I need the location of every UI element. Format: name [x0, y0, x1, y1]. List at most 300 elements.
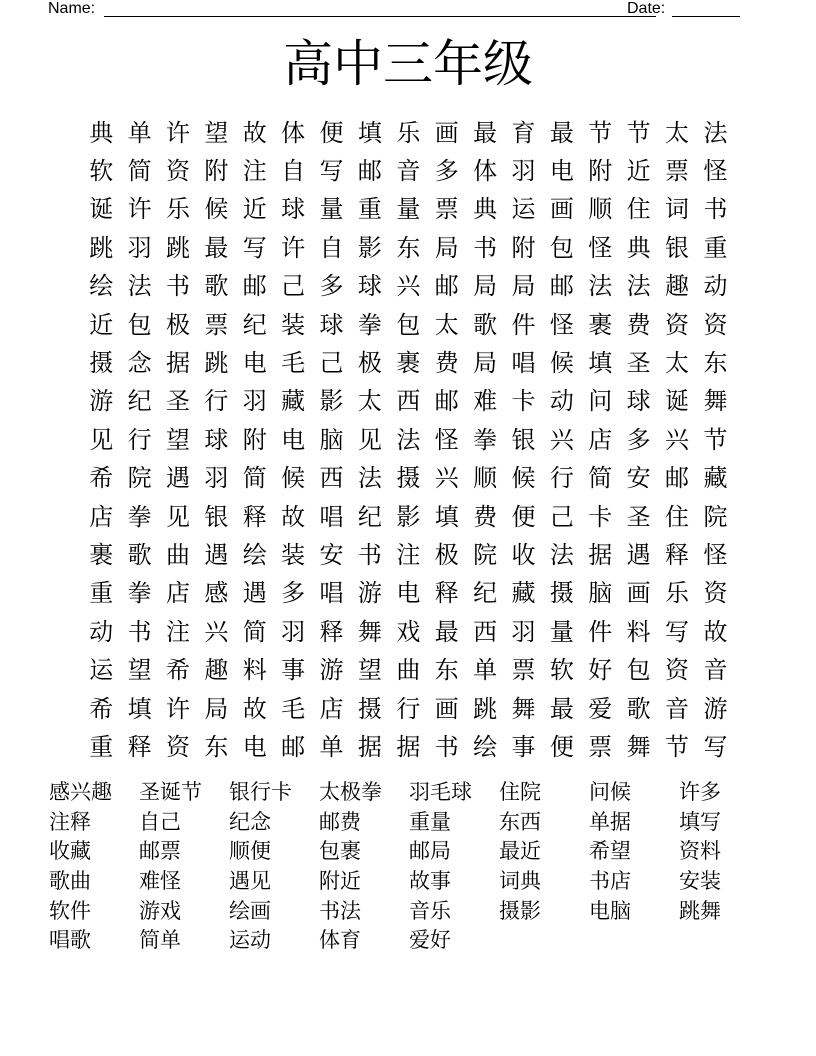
grid-cell: 据 — [396, 732, 421, 761]
grid-cell: 念 — [127, 349, 152, 378]
name-field-line — [104, 16, 656, 17]
grid-cell: 候 — [204, 195, 229, 224]
grid-cell: 法 — [396, 425, 421, 454]
grid-cell: 跳 — [204, 349, 229, 378]
grid-cell: 包 — [626, 656, 651, 685]
grid-cell: 极 — [434, 540, 459, 569]
grid-cell: 诞 — [665, 387, 690, 416]
grid-cell: 西 — [319, 464, 344, 493]
grid-cell: 希 — [89, 464, 114, 493]
grid-cell: 西 — [473, 617, 498, 646]
grid-cell: 重 — [703, 233, 728, 262]
grid-cell: 己 — [281, 272, 306, 301]
grid-cell: 绘 — [89, 272, 114, 301]
grid-cell: 料 — [242, 656, 267, 685]
grid-cell: 圣 — [165, 387, 190, 416]
word-item: 难怪 — [139, 869, 181, 894]
grid-cell: 故 — [242, 118, 267, 147]
grid-cell: 包 — [549, 233, 574, 262]
grid-cell: 极 — [357, 349, 382, 378]
grid-cell: 故 — [242, 694, 267, 723]
grid-cell: 拳 — [127, 579, 152, 608]
word-item: 爱好 — [409, 928, 451, 953]
grid-cell: 邮 — [434, 272, 459, 301]
worksheet-header — [48, 0, 740, 20]
grid-cell: 多 — [626, 425, 651, 454]
grid-cell: 歌 — [127, 540, 152, 569]
grid-cell: 住 — [665, 502, 690, 531]
grid-cell: 东 — [434, 656, 459, 685]
grid-cell: 摄 — [357, 694, 382, 723]
grid-cell: 法 — [127, 272, 152, 301]
grid-cell: 藏 — [281, 387, 306, 416]
word-item: 书法 — [319, 898, 361, 923]
date-field-line — [672, 16, 740, 17]
word-item: 羽毛球 — [409, 780, 472, 804]
grid-cell: 住 — [626, 195, 651, 224]
word-item: 唱歌 — [49, 928, 91, 953]
grid-cell: 量 — [396, 195, 421, 224]
grid-cell: 藏 — [511, 579, 536, 608]
grid-cell: 西 — [396, 387, 421, 416]
grid-cell: 书 — [703, 195, 728, 224]
grid-cell: 游 — [703, 694, 728, 723]
grid-cell: 难 — [473, 387, 498, 416]
date-label: Date: — [627, 0, 666, 17]
grid-cell: 画 — [549, 195, 574, 224]
word-item: 附近 — [319, 869, 361, 894]
grid-cell: 舞 — [703, 387, 728, 416]
word-item: 歌曲 — [49, 869, 91, 894]
grid-cell: 多 — [319, 272, 344, 301]
grid-cell: 书 — [127, 617, 152, 646]
grid-cell: 电 — [549, 157, 574, 186]
grid-cell: 词 — [665, 195, 690, 224]
grid-cell: 体 — [473, 157, 498, 186]
name-label: Name: — [48, 0, 96, 17]
grid-cell: 票 — [665, 157, 690, 186]
word-list — [49, 778, 769, 956]
grid-cell: 纪 — [473, 579, 498, 608]
grid-cell: 跳 — [165, 233, 190, 262]
grid-cell: 书 — [165, 272, 190, 301]
grid-cell: 望 — [127, 656, 152, 685]
grid-cell: 故 — [703, 617, 728, 646]
grid-cell: 书 — [434, 732, 459, 761]
grid-cell: 摄 — [396, 464, 421, 493]
grid-cell: 感 — [204, 579, 229, 608]
grid-cell: 店 — [89, 502, 114, 531]
grid-cell: 书 — [357, 540, 382, 569]
grid-cell: 见 — [165, 502, 190, 531]
word-item: 安装 — [679, 869, 721, 894]
grid-cell: 东 — [703, 349, 728, 378]
word-item: 软件 — [49, 898, 91, 923]
grid-cell: 费 — [434, 349, 459, 378]
grid-cell: 院 — [127, 464, 152, 493]
grid-cell: 事 — [281, 656, 306, 685]
grid-cell: 圣 — [626, 349, 651, 378]
word-item: 故事 — [409, 869, 451, 894]
grid-cell: 动 — [549, 387, 574, 416]
grid-cell: 注 — [165, 617, 190, 646]
grid-cell: 资 — [665, 310, 690, 339]
grid-cell: 邮 — [549, 272, 574, 301]
grid-cell: 包 — [127, 310, 152, 339]
grid-cell: 邮 — [665, 464, 690, 493]
grid-cell: 游 — [89, 387, 114, 416]
grid-cell: 遇 — [204, 540, 229, 569]
grid-cell: 重 — [89, 579, 114, 608]
grid-cell: 行 — [396, 694, 421, 723]
grid-cell: 邮 — [281, 732, 306, 761]
grid-cell: 卡 — [588, 502, 613, 531]
grid-cell: 注 — [396, 540, 421, 569]
grid-cell: 音 — [703, 656, 728, 685]
grid-cell: 行 — [127, 425, 152, 454]
grid-cell: 羽 — [511, 617, 536, 646]
grid-cell: 填 — [357, 118, 382, 147]
grid-cell: 毛 — [281, 349, 306, 378]
grid-cell: 太 — [665, 118, 690, 147]
grid-cell: 最 — [473, 118, 498, 147]
grid-cell: 故 — [281, 502, 306, 531]
word-item: 电脑 — [589, 898, 631, 923]
grid-cell: 遇 — [242, 579, 267, 608]
grid-cell: 量 — [319, 195, 344, 224]
grid-cell: 拳 — [473, 425, 498, 454]
word-item: 希望 — [589, 839, 631, 864]
grid-cell: 邮 — [242, 272, 267, 301]
grid-cell: 见 — [357, 425, 382, 454]
grid-cell: 顺 — [588, 195, 613, 224]
grid-cell: 运 — [511, 195, 536, 224]
grid-cell: 希 — [89, 694, 114, 723]
grid-cell: 裹 — [396, 349, 421, 378]
grid-cell: 影 — [319, 387, 344, 416]
word-item: 简单 — [139, 928, 181, 953]
grid-cell: 遇 — [165, 464, 190, 493]
grid-cell: 电 — [242, 732, 267, 761]
word-item: 感兴趣 — [49, 780, 112, 804]
grid-cell: 画 — [434, 694, 459, 723]
grid-cell: 顺 — [473, 464, 498, 493]
grid-cell: 店 — [165, 579, 190, 608]
grid-cell: 歌 — [473, 310, 498, 339]
grid-cell: 纪 — [127, 387, 152, 416]
grid-cell: 望 — [357, 656, 382, 685]
grid-cell: 纪 — [357, 502, 382, 531]
word-item: 问候 — [589, 780, 631, 804]
grid-cell: 便 — [549, 732, 574, 761]
grid-cell: 简 — [127, 157, 152, 186]
grid-cell: 写 — [703, 732, 728, 761]
grid-cell: 事 — [511, 732, 536, 761]
word-item: 自己 — [139, 809, 181, 834]
word-item: 顺便 — [229, 839, 271, 864]
grid-cell: 最 — [434, 617, 459, 646]
grid-cell: 球 — [281, 195, 306, 224]
grid-cell: 怪 — [703, 540, 728, 569]
grid-cell: 包 — [396, 310, 421, 339]
word-item: 东西 — [499, 809, 541, 834]
grid-cell: 望 — [204, 118, 229, 147]
grid-cell: 店 — [588, 425, 613, 454]
grid-cell: 附 — [511, 233, 536, 262]
grid-cell: 量 — [549, 617, 574, 646]
grid-cell: 写 — [242, 233, 267, 262]
letter-grid — [82, 111, 735, 764]
grid-cell: 跳 — [473, 694, 498, 723]
grid-cell: 院 — [703, 502, 728, 531]
grid-cell: 单 — [473, 656, 498, 685]
word-item: 邮费 — [319, 809, 361, 834]
grid-cell: 重 — [357, 195, 382, 224]
grid-cell: 己 — [549, 502, 574, 531]
grid-cell: 影 — [357, 233, 382, 262]
grid-cell: 好 — [588, 656, 613, 685]
grid-cell: 软 — [89, 157, 114, 186]
grid-cell: 羽 — [242, 387, 267, 416]
grid-cell: 装 — [281, 540, 306, 569]
grid-cell: 兴 — [204, 617, 229, 646]
grid-cell: 多 — [434, 157, 459, 186]
grid-cell: 趣 — [204, 656, 229, 685]
grid-cell: 典 — [473, 195, 498, 224]
grid-cell: 典 — [626, 233, 651, 262]
grid-cell: 典 — [89, 118, 114, 147]
grid-cell: 绘 — [242, 540, 267, 569]
grid-cell: 跳 — [89, 233, 114, 262]
grid-cell: 局 — [473, 349, 498, 378]
grid-cell: 毛 — [281, 694, 306, 723]
grid-cell: 诞 — [89, 195, 114, 224]
grid-cell: 料 — [626, 617, 651, 646]
grid-cell: 邮 — [434, 387, 459, 416]
grid-cell: 院 — [473, 540, 498, 569]
grid-cell: 局 — [473, 272, 498, 301]
word-item: 音乐 — [409, 898, 451, 923]
grid-cell: 释 — [434, 579, 459, 608]
word-item: 重量 — [409, 809, 451, 834]
word-item: 邮票 — [139, 839, 181, 864]
grid-cell: 最 — [204, 233, 229, 262]
grid-cell: 问 — [588, 387, 613, 416]
grid-cell: 候 — [281, 464, 306, 493]
word-item: 太极拳 — [319, 780, 382, 804]
word-item: 跳舞 — [679, 898, 721, 923]
grid-cell: 太 — [357, 387, 382, 416]
grid-cell: 兴 — [549, 425, 574, 454]
grid-cell: 运 — [89, 656, 114, 685]
grid-cell: 许 — [127, 195, 152, 224]
word-item: 最近 — [499, 839, 541, 864]
grid-cell: 资 — [703, 579, 728, 608]
grid-cell: 圣 — [626, 502, 651, 531]
grid-cell: 银 — [665, 233, 690, 262]
word-item: 填写 — [679, 809, 721, 834]
grid-cell: 自 — [319, 233, 344, 262]
grid-cell: 票 — [588, 732, 613, 761]
grid-cell: 件 — [511, 310, 536, 339]
word-item: 住院 — [499, 780, 541, 804]
grid-cell: 装 — [281, 310, 306, 339]
grid-cell: 舞 — [357, 617, 382, 646]
grid-cell: 戏 — [396, 617, 421, 646]
grid-cell: 便 — [319, 118, 344, 147]
grid-cell: 附 — [588, 157, 613, 186]
word-item: 银行卡 — [229, 780, 292, 804]
grid-cell: 拳 — [127, 502, 152, 531]
grid-cell: 脑 — [319, 425, 344, 454]
word-item: 书店 — [589, 869, 631, 894]
grid-cell: 写 — [319, 157, 344, 186]
grid-cell: 安 — [626, 464, 651, 493]
grid-cell: 唱 — [511, 349, 536, 378]
grid-cell: 许 — [165, 118, 190, 147]
grid-cell: 票 — [511, 656, 536, 685]
grid-cell: 注 — [242, 157, 267, 186]
grid-cell: 摄 — [549, 579, 574, 608]
grid-cell: 费 — [473, 502, 498, 531]
grid-cell: 歌 — [204, 272, 229, 301]
grid-cell: 局 — [434, 233, 459, 262]
grid-cell: 动 — [703, 272, 728, 301]
grid-cell: 乐 — [165, 195, 190, 224]
grid-cell: 据 — [588, 540, 613, 569]
word-item: 包裹 — [319, 839, 361, 864]
grid-cell: 释 — [319, 617, 344, 646]
grid-cell: 近 — [242, 195, 267, 224]
grid-cell: 兴 — [665, 425, 690, 454]
grid-cell: 画 — [626, 579, 651, 608]
grid-cell: 候 — [549, 349, 574, 378]
grid-cell: 裹 — [588, 310, 613, 339]
grid-cell: 拳 — [357, 310, 382, 339]
grid-cell: 电 — [396, 579, 421, 608]
grid-cell: 游 — [319, 656, 344, 685]
word-item: 绘画 — [229, 898, 271, 923]
grid-cell: 释 — [242, 502, 267, 531]
grid-cell: 兴 — [434, 464, 459, 493]
grid-cell: 节 — [588, 118, 613, 147]
grid-cell: 银 — [204, 502, 229, 531]
grid-cell: 件 — [588, 617, 613, 646]
grid-cell: 见 — [89, 425, 114, 454]
grid-cell: 望 — [165, 425, 190, 454]
grid-cell: 唱 — [319, 579, 344, 608]
grid-cell: 简 — [242, 617, 267, 646]
grid-cell: 近 — [89, 310, 114, 339]
grid-cell: 曲 — [165, 540, 190, 569]
grid-cell: 唱 — [319, 502, 344, 531]
grid-cell: 脑 — [588, 579, 613, 608]
grid-cell: 节 — [703, 425, 728, 454]
grid-cell: 释 — [665, 540, 690, 569]
grid-cell: 法 — [549, 540, 574, 569]
grid-cell: 法 — [588, 272, 613, 301]
grid-cell: 绘 — [473, 732, 498, 761]
grid-cell: 趣 — [665, 272, 690, 301]
word-item: 注释 — [49, 809, 91, 834]
grid-cell: 爱 — [588, 694, 613, 723]
grid-cell: 局 — [511, 272, 536, 301]
grid-cell: 音 — [396, 157, 421, 186]
grid-cell: 己 — [319, 349, 344, 378]
grid-cell: 球 — [626, 387, 651, 416]
grid-cell: 填 — [434, 502, 459, 531]
word-item: 体育 — [319, 928, 361, 953]
grid-cell: 填 — [127, 694, 152, 723]
grid-cell: 候 — [511, 464, 536, 493]
grid-cell: 自 — [281, 157, 306, 186]
grid-cell: 店 — [319, 694, 344, 723]
grid-cell: 极 — [165, 310, 190, 339]
grid-cell: 单 — [127, 118, 152, 147]
grid-cell: 许 — [281, 233, 306, 262]
grid-cell: 裹 — [89, 540, 114, 569]
grid-cell: 画 — [434, 118, 459, 147]
grid-cell: 简 — [242, 464, 267, 493]
grid-cell: 软 — [549, 656, 574, 685]
grid-cell: 票 — [434, 195, 459, 224]
grid-cell: 球 — [204, 425, 229, 454]
grid-cell: 电 — [242, 349, 267, 378]
grid-cell: 卡 — [511, 387, 536, 416]
grid-cell: 行 — [549, 464, 574, 493]
grid-cell: 局 — [204, 694, 229, 723]
grid-cell: 邮 — [357, 157, 382, 186]
grid-cell: 球 — [319, 310, 344, 339]
grid-cell: 资 — [165, 732, 190, 761]
word-item: 资料 — [679, 839, 721, 864]
grid-cell: 附 — [242, 425, 267, 454]
word-item: 摄影 — [499, 898, 541, 923]
grid-cell: 太 — [434, 310, 459, 339]
word-item: 圣诞节 — [139, 780, 202, 804]
grid-cell: 释 — [127, 732, 152, 761]
grid-cell: 单 — [319, 732, 344, 761]
grid-cell: 近 — [626, 157, 651, 186]
grid-cell: 羽 — [511, 157, 536, 186]
grid-cell: 育 — [511, 118, 536, 147]
grid-cell: 影 — [396, 502, 421, 531]
grid-cell: 法 — [357, 464, 382, 493]
grid-cell: 据 — [357, 732, 382, 761]
word-item: 收藏 — [49, 839, 91, 864]
grid-cell: 便 — [511, 502, 536, 531]
grid-cell: 兴 — [396, 272, 421, 301]
grid-cell: 遇 — [626, 540, 651, 569]
grid-cell: 乐 — [396, 118, 421, 147]
grid-cell: 怪 — [434, 425, 459, 454]
grid-cell: 藏 — [703, 464, 728, 493]
grid-cell: 银 — [511, 425, 536, 454]
grid-cell: 动 — [89, 617, 114, 646]
grid-cell: 羽 — [127, 233, 152, 262]
grid-cell: 纪 — [242, 310, 267, 339]
word-item: 遇见 — [229, 869, 271, 894]
grid-cell: 多 — [281, 579, 306, 608]
grid-cell: 羽 — [204, 464, 229, 493]
grid-cell: 资 — [665, 656, 690, 685]
grid-cell: 资 — [703, 310, 728, 339]
word-item: 词典 — [499, 869, 541, 894]
grid-cell: 写 — [665, 617, 690, 646]
grid-cell: 据 — [165, 349, 190, 378]
grid-cell: 舞 — [511, 694, 536, 723]
page-title: 高中三年级 — [283, 35, 533, 93]
